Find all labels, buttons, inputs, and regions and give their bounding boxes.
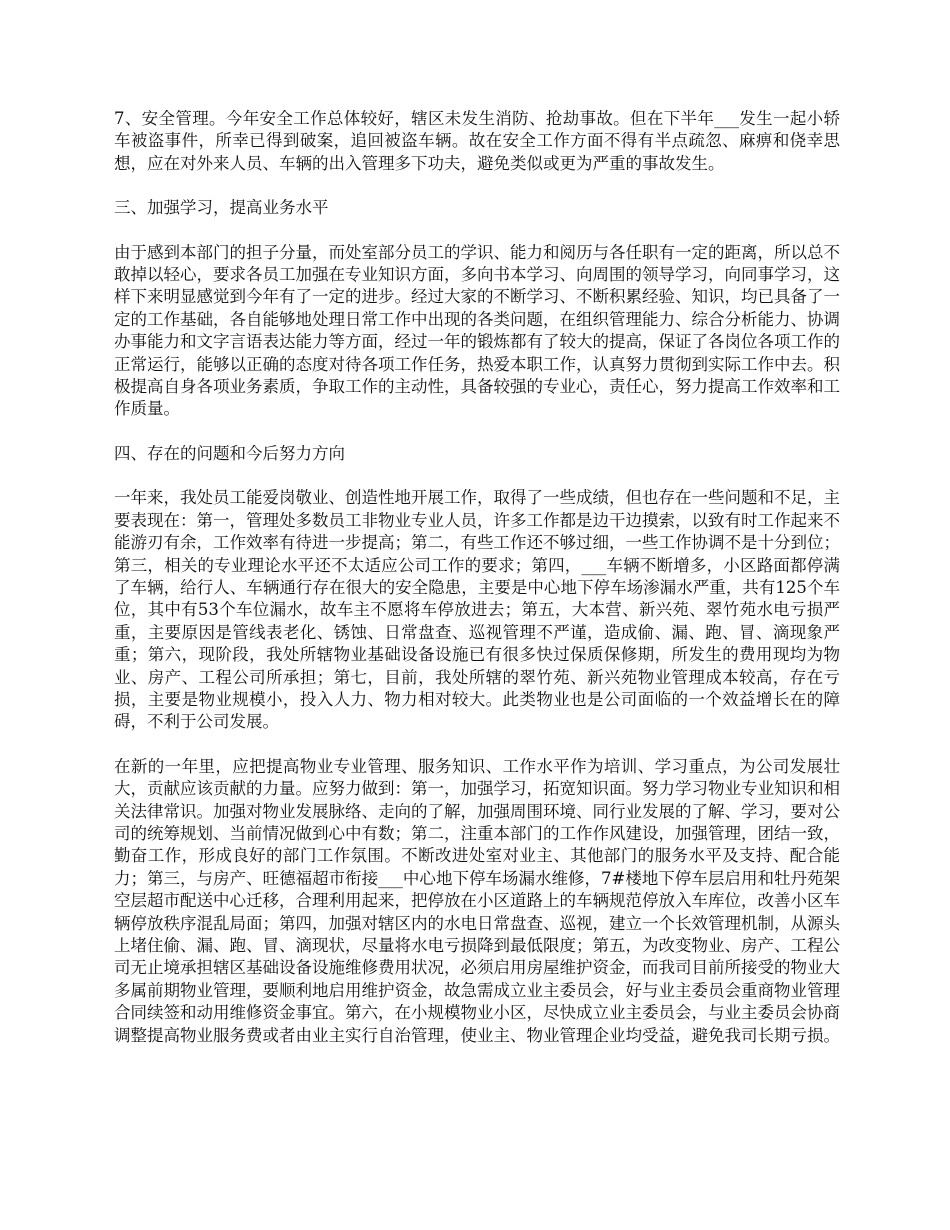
section-heading-problems: 四、存在的问题和今后努力方向 xyxy=(114,443,345,463)
paragraph-study: 由于感到本部门的担子分量，而处室部分员工的学识、能力和阅历与各任职有一定的距离，所以总不敢掉以轻心，要求各员工加强在专业知识方面，多向书本学习、向周围的领导学习，向同事学习，这样下来明显感觉到今年有了一定的进步。经过大家的不断学习、不断积累经验、知识，均已具备了一定的工作基础，各自能够地处理日常工作中出现的各类问题，在组织管理能力、综合分析能力、协调办事能力和文字言语表达能力等方面，经过一年的锻炼都有了较大的提高，保证了各岗位各项工作的正常运行，能够以正确的态度对待各项工作任务，热爱本职工作，认真努力贯彻到实际工作中去。积极提高自身各项业务素质，争取工作的主动性，具备较强的专业心，责任心，努力提高工作效率和工作质量。 xyxy=(114,242,840,419)
document-body xyxy=(114,108,840,1069)
paragraph-safety-management: 7、安全管理。今年安全工作总体较好，辖区未发生消防、抢劫事故。但在下半年___发生一起小轿车被盗事件，所幸已得到破案，追回被盗车辆。故在安全工作方面不得有半点疏忽、麻痹和侥幸思想，应在对外来人员、车辆的出入管理多下功夫，避免类似或更为严重的事故发生。 xyxy=(114,109,840,173)
paragraph-plans: 在新的一年里，应把提高物业专业管理、服务知识、工作水平作为培训、学习重点，为公司发展壮大，贡献应该贡献的力量。应努力做到：第一，加强学习，拓宽知识面。努力学习物业专业知识和相关法律常识。加强对物业发展脉络、走向的了解，加强周围环境、同行业发展的了解、学习，要对公司的统筹规划、当前情况做到心中有数；第二，注重本部门的工作作风建设，加强管理，团结一致，勤奋工作，形成良好的部门工作氛围。不断改进处室对业主、其他部门的服务水平及支持、配合能力；第三，与房产、旺德福超市衔接___中心地下停车场漏水维修，7#楼地下停车层启用和牡丹苑架空层超市配送中心迁移，合理利用起来，把停放在小区道路上的车辆规范停放入车库位，改善小区车辆停放秩序混乱局面；第四，加强对辖区内的水电日常盘查、巡视，建立一个长效管理机制，从源头上堵住偷、漏、跑、冒、滴现状，尽量将水电亏损降到最低限度；第五，为改变物业、房产、工程公司无止境承担辖区基础设备设施维修费用状况，必须启用房屋维护资金，而我司目前所接受的物业大多属前期物业管理，要顺利地启用维护资金，故急需成立业主委员会，好与业主委员会重商物业管理合同续签和动用维修资金事宜。第六，在小规模物业小区，尽快成立业主委员会，与业主委员会协商调整提高物业服务费或者由业主实行自治管理，使业主、物业管理企业均受益，避免我司长期亏损。 xyxy=(114,756,840,1045)
paragraph-problems: 一年来，我处员工能爱岗敬业、创造性地开展工作，取得了一些成绩，但也存在一些问题和不足，主要表现在：第一，管理处多数员工非物业专业人员，许多工作都是边干边摸索，以致有时工作起来不能游刃有余，工作效率有待进一步提高；第二，有些工作还不够过细，一些工作协调不是十分到位；第三，相关的专业理论水平还不太适应公司工作的要求；第四，___车辆不断增多，小区路面都停满了车辆，给行人、车辆通行存在很大的安全隐患，主要是中心地下停车场渗漏水严重，共有125个车位，其中有53个车位漏水，故车主不愿将车停放进去；第五，大本营、新兴苑、翠竹苑水电亏损严重，主要原因是管线表老化、锈蚀、日常盘查、巡视管理不严谨，造成偷、漏、跑、冒、滴现象严重；第六，现阶段，我处所辖物业基础设备设施已有很多快过保质保修期，所发生的费用现均为物业、房产、工程公司所承担；第七，目前，我处所辖的翠竹苑、新兴苑物业管理成本较高，存在亏损，主要是物业规模小，投入人力、物力相对较大。此类物业也是公司面临的一个效益增长在的障碍，不利于公司发展。 xyxy=(114,488,840,732)
section-heading-study: 三、加强学习，提高业务水平 xyxy=(114,198,329,218)
